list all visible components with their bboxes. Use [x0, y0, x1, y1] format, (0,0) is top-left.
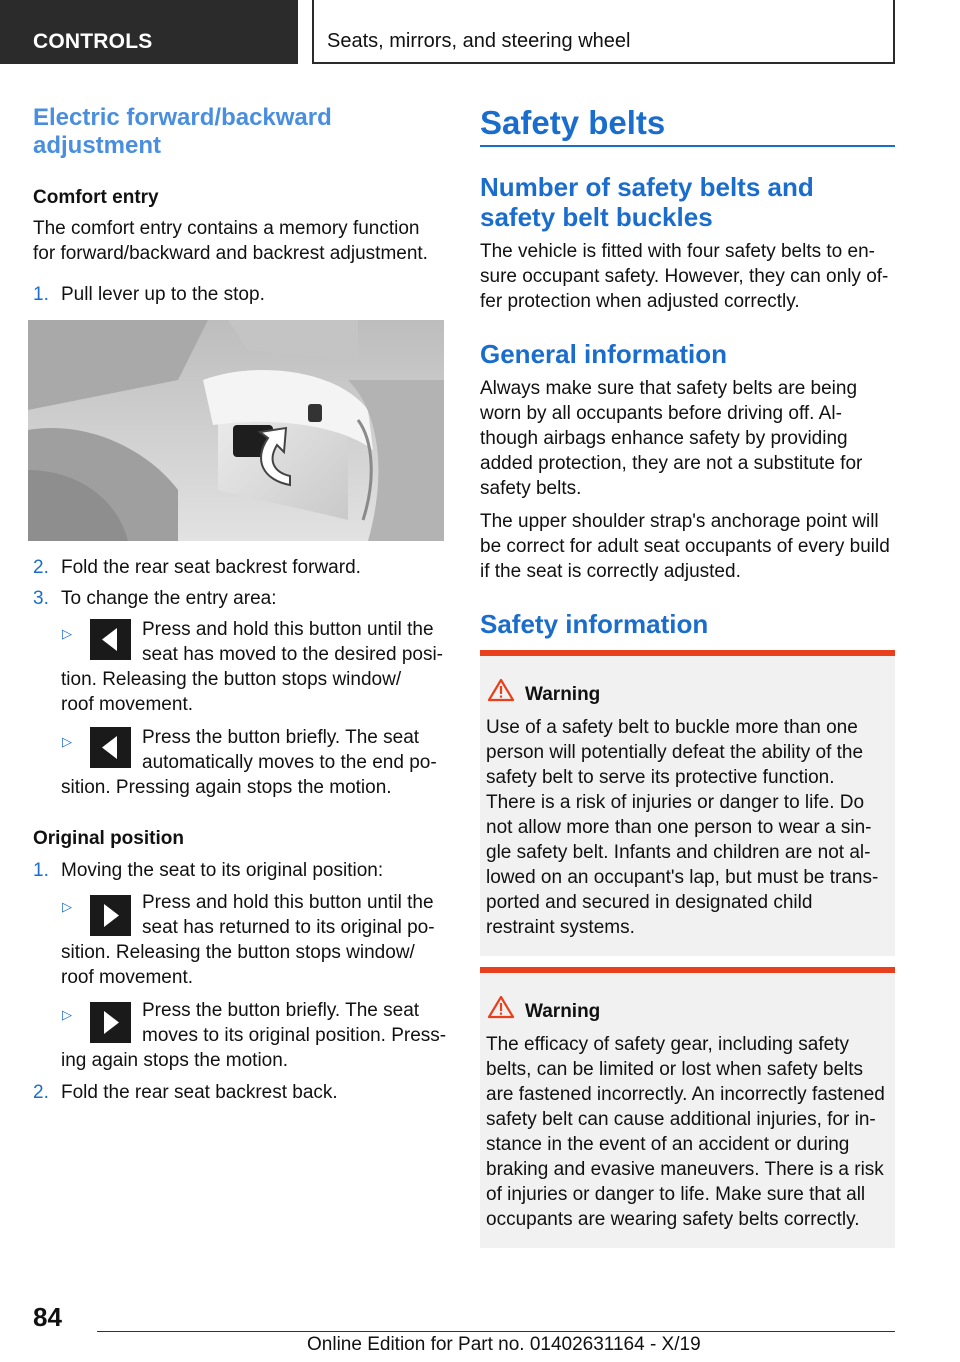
heading-line: Electric forward/backward: [33, 104, 332, 131]
body-line: worn by all occupants before driving off. Al-: [480, 403, 842, 424]
header-chapter-box: [312, 0, 895, 64]
warning-line: occupants are wearing safety belts correctly.: [486, 1209, 860, 1230]
general-information-heading: General information: [480, 339, 728, 369]
warning-text: [486, 1032, 891, 1232]
header-chapter-label: Seats, mirrors, and steering wheel: [327, 30, 631, 52]
body-line: The upper shoulder strap's anchorage point will: [480, 511, 879, 532]
bullet-line: ing again stops the motion.: [61, 1050, 289, 1071]
warning-line: of injuries or danger to life. Make sure that all: [486, 1184, 866, 1205]
warning-box-2: [480, 967, 895, 1248]
bullet-marker-icon: ▷: [62, 1007, 72, 1022]
warning-box-1: [480, 650, 895, 956]
comfort-intro-line: for forward/backward and backrest adjustment.: [33, 243, 428, 264]
body-line: safety belts.: [480, 478, 582, 499]
warning-line: There is a risk of injuries or danger to life. Do: [486, 792, 865, 813]
body-line: be correct for adult seat occupants of every build: [480, 536, 890, 557]
safety-belts-title: Safety belts: [480, 104, 666, 141]
bullet-line: sition. Releasing the button stops window/: [61, 942, 415, 963]
step-number: 1.: [33, 860, 49, 881]
original-bullet-1: [33, 890, 445, 990]
seat-lever-photo: [28, 320, 444, 541]
warning-triangle-icon: [487, 678, 515, 702]
bullet-line: tion. Releasing the button stops window/: [61, 669, 402, 690]
footer-rule: [97, 1331, 895, 1332]
warning-line: not allow more than one person to wear a sin-: [486, 817, 872, 838]
title-rule: [480, 145, 895, 147]
warning-text: [486, 715, 891, 940]
bullet-line: roof movement.: [61, 694, 193, 715]
heading-line: Number of safety belts and: [480, 172, 814, 202]
seat-forward-button-icon: [90, 1002, 131, 1043]
body-line: if the seat is correctly adjusted.: [480, 561, 741, 582]
bullet-line: Press the button briefly. The seat: [142, 1000, 420, 1021]
bullet-line: automatically moves to the end po-: [142, 752, 437, 773]
seat-backward-button-icon: [90, 619, 131, 660]
heading-line: safety belt buckles: [480, 202, 713, 232]
body-line: The vehicle is fitted with four safety belts to en-: [480, 241, 875, 262]
warning-line: gle safety belt. Infants and children are not al-: [486, 842, 871, 863]
original-bullet-2: [33, 998, 445, 1074]
seat-forward-button-icon: [90, 895, 131, 936]
warning-line: restraint systems.: [486, 917, 635, 938]
bullet-line: Press the button briefly. The seat: [142, 727, 420, 748]
warning-line: lowed on an occupant's lap, but must be trans-: [486, 867, 879, 888]
step-number: 2.: [33, 557, 49, 578]
step-number: 2.: [33, 1082, 49, 1103]
warning-line: belts, can be limited or lost when safety belts: [486, 1059, 864, 1080]
warning-line: ported and secured in designated child: [486, 892, 813, 913]
warning-line: safety belt to serve its protective function.: [486, 767, 835, 788]
bullet-line: Press and hold this button until the: [142, 619, 434, 640]
warning-triangle-icon: [487, 995, 515, 1019]
bullet-marker-icon: ▷: [62, 899, 72, 914]
seat-lever-illustration: [28, 320, 444, 541]
warning-line: are fastened incorrectly. An incorrectly fastened: [486, 1084, 885, 1105]
bullet-line: sition. Pressing again stops the motion.: [61, 777, 392, 798]
electric-adjustment-heading: [33, 104, 445, 160]
comfort-bullet-2: [33, 725, 445, 801]
body-line: sure occupant safety. However, they can only of-: [480, 266, 889, 287]
body-line: Always make sure that safety belts are being: [480, 378, 858, 399]
warning-title: Warning: [525, 1001, 601, 1022]
bullet-line: seat has returned to its original po-: [142, 917, 435, 938]
bullet-line: seat has moved to the desired posi-: [142, 644, 444, 665]
step-number: 1.: [33, 284, 49, 305]
number-of-belts-heading: [480, 172, 814, 232]
warning-line: The efficacy of safety gear, including safety: [486, 1034, 849, 1055]
step-text: To change the entry area:: [61, 588, 277, 609]
step-number: 3.: [33, 588, 49, 609]
step-text: Fold the rear seat backrest forward.: [61, 557, 361, 578]
step-text: Pull lever up to the stop.: [61, 284, 265, 305]
bullet-marker-icon: ▷: [62, 626, 72, 641]
original-position-heading: Original position: [33, 828, 184, 849]
seat-backward-button-icon: [90, 727, 131, 768]
warning-line: stance in the event of an accident or during: [486, 1134, 850, 1155]
body-line: added protection, they are not a substitute for: [480, 453, 863, 474]
bullet-line: Press and hold this button until the: [142, 892, 434, 913]
body-line: fer protection when adjusted correctly.: [480, 291, 800, 312]
heading-line: adjustment: [33, 132, 162, 159]
warning-line: person will potentially defeat the ability of the: [486, 742, 864, 763]
safety-information-heading: Safety information: [480, 609, 709, 639]
header-section-label: CONTROLS: [33, 30, 153, 53]
body-line: though airbags enhance safety by providing: [480, 428, 848, 449]
comfort-intro-line: The comfort entry contains a memory function: [33, 218, 420, 239]
header-section-tab: [0, 0, 298, 64]
bullet-line: roof movement.: [61, 967, 193, 988]
step-text: Moving the seat to its original position:: [61, 860, 384, 881]
warning-title: Warning: [525, 684, 601, 705]
warning-line: braking and evasive maneuvers. There is a risk: [486, 1159, 884, 1180]
comfort-entry-heading: Comfort entry: [33, 187, 159, 208]
warning-line: Use of a safety belt to buckle more than one: [486, 717, 858, 738]
footer-edition: Online Edition for Part no. 01402631164 - X/19: [307, 1334, 701, 1355]
page-number: 84: [33, 1302, 62, 1332]
step-text: Fold the rear seat backrest back.: [61, 1082, 338, 1103]
comfort-bullet-1: [33, 617, 445, 717]
warning-line: safety belt can cause additional injuries, for in-: [486, 1109, 876, 1130]
bullet-marker-icon: ▷: [62, 734, 72, 749]
bullet-line: moves to its original position. Press-: [142, 1025, 447, 1046]
